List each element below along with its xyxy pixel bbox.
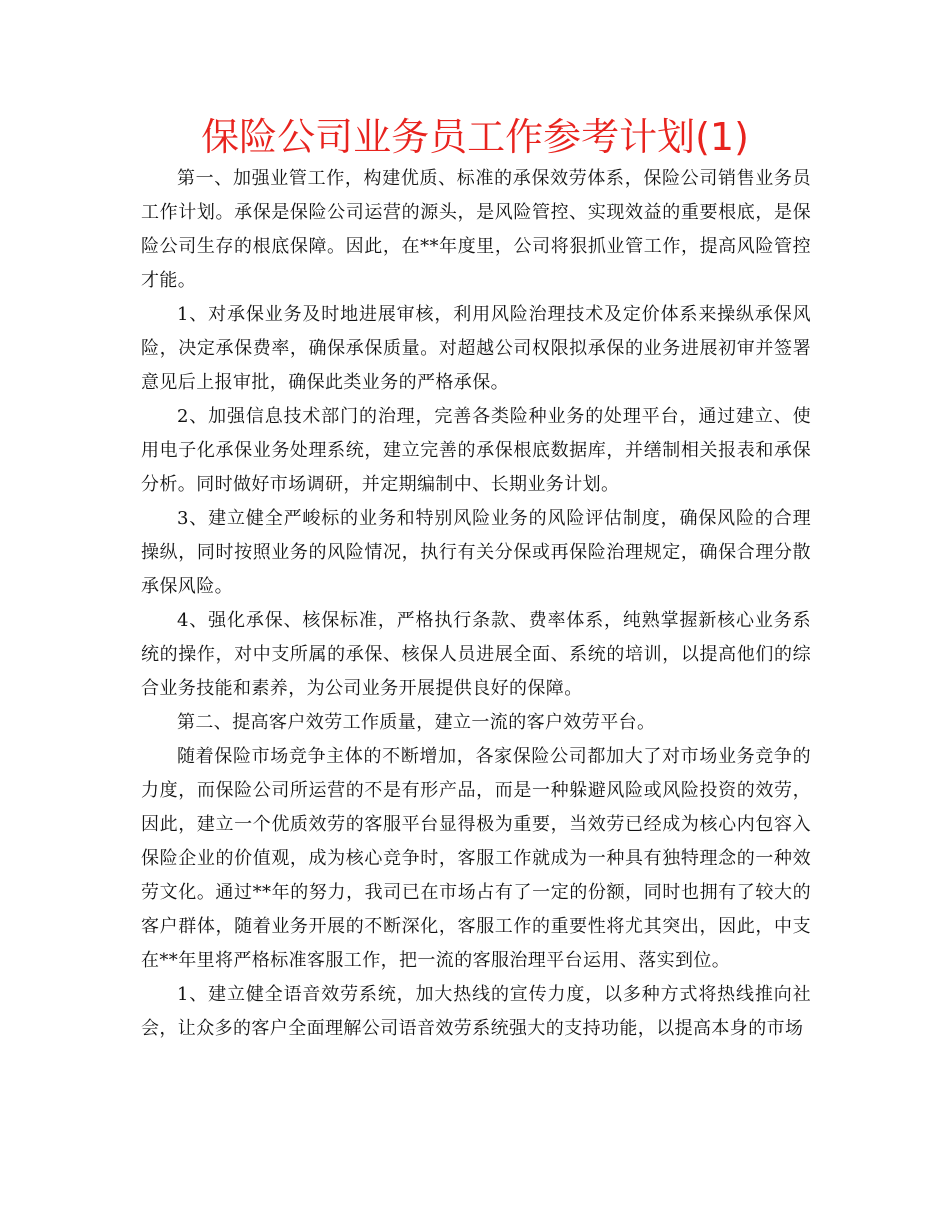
paragraph: 第一、加强业管工作，构建优质、标准的承保效劳体系，保险公司销售业务员工作计划。承保是保险公司运营的源头，是风险管控、实现效益的重要根底，是保险公司生存的根底保障。因此，在**年度里，公司将狠抓业管工作，提高风险管控才能。: [141, 168, 811, 291]
paragraph: 2、加强信息技术部门的治理，完善各类险种业务的处理平台，通过建立、使用电子化承保业务处理系统，建立完善的承保根底数据库，并缮制相关报表和承保分析。同时做好市场调研，并定期编制中、长期业务计划。: [141, 406, 811, 495]
paragraph: 随着保险市场竞争主体的不断增加，各家保险公司都加大了对市场业务竞争的力度，而保险公司所运营的不是有形产品，而是一种躲避风险或风险投资的效劳，因此，建立一个优质效劳的客服平台显得极为重要，当效劳已经成为核心内包容入保险企业的价值观，成为核心竞争时，客服工作就成为一种具有独特理念的一种效劳文化。通过**年的努力，我司已在市场占有了一定的份额，同时也拥有了较大的客户群体，随着业务开展的不断深化，客服工作的重要性将尤其突出，因此，中支在**年里将严格标准客服工作，把一流的客服治理平台运用、落实到位。: [141, 746, 811, 971]
paragraph: 1、对承保业务及时地进展审核，利用风险治理技术及定价体系来操纵承保风险，决定承保费率，确保承保质量。对超越公司权限拟承保的业务进展初审并签署意见后上报审批，确保此类业务的严格承保。: [141, 304, 811, 393]
paragraph: 1、建立健全语音效劳系统，加大热线的宣传力度，以多种方式将热线推向社会，让众多的客户全面理解公司语音效劳系统强大的支持功能，以提高本身的市场: [141, 984, 811, 1039]
document-title: 保险公司业务员工作参考计划(1): [201, 115, 749, 159]
document-body: [141, 162, 811, 1046]
paragraph: 3、建立健全严峻标的业务和特别风险业务的风险评估制度，确保风险的合理操纵，同时按照业务的风险情况，执行有关分保或再保险治理规定，确保合理分散承保风险。: [141, 508, 811, 597]
paragraph: 第二、提高客户效劳工作质量，建立一流的客户效劳平台。: [177, 712, 656, 733]
paragraph: 4、强化承保、核保标准，严格执行条款、费率体系，纯熟掌握新核心业务系统的操作，对中支所属的承保、核保人员进展全面、系统的培训，以提高他们的综合业务技能和素养，为公司业务开展提供良好的保障。: [141, 610, 811, 699]
